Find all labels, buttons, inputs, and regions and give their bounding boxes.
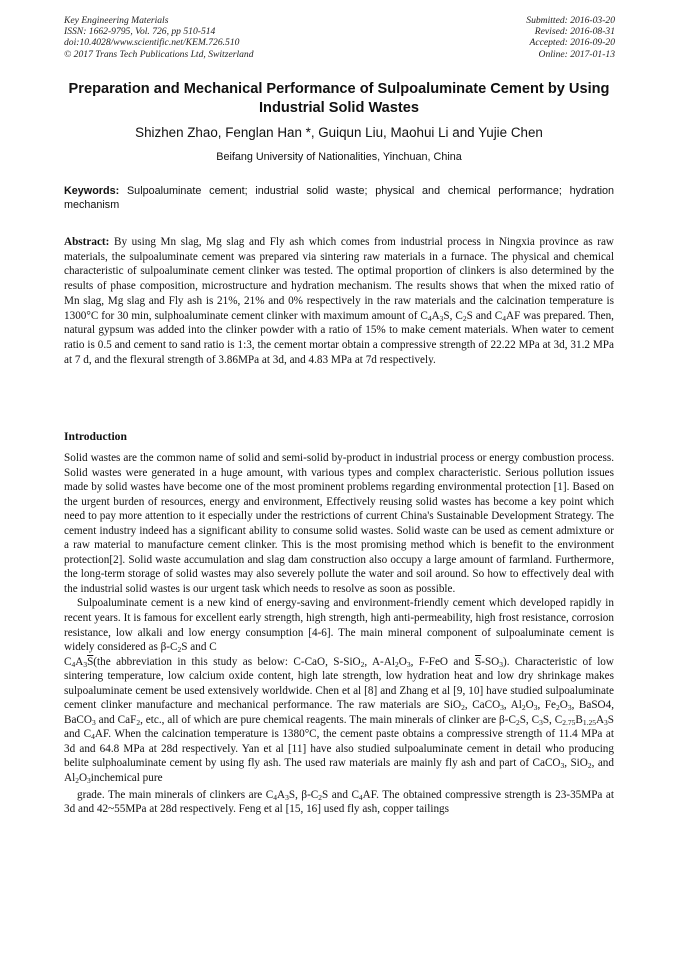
intro-paragraph-1: Solid wastes are the common name of solid and semi-solid by-product in industrial process or energy combustion process. Solid wastes were generated in a huge amount, with various types and complex characteristic. Serious pollution issues made by solid wastes have become one of the most prominent problems regarding environmental protection [1]. Based on the urgent burden of resources, energy and environment, Effectively reusing solid wastes has become a key point which need to pay more attention to it especially under the restrictions of current China's Sustainable Development Strategy. The cement industry indeed has a significant ability to consume solid wastes. Solid waste can be used as cement admixture or a raw material to manufacture cement clinker. This is the most promising method which is benefit to the environment protection[2]. Solid waste accumulation and slag dam construction also occupy a large amount of farmland. Furthermore, the long-term storage of solid wastes may also severely pollute the water and soil around. So how to effectively deal with the industrial solid wastes is our urgent task which needs to resolve as soon as possible. [64, 452, 614, 595]
keywords-label: Keywords: [64, 185, 120, 197]
journal-copyright: © 2017 Trans Tech Publications Ltd, Switzerland [64, 48, 254, 60]
affiliation: Beifang University of Nationalities, Yinchuan, China [216, 151, 462, 163]
journal-name: Key Engineering Materials [64, 15, 169, 26]
author-list: Shizhen Zhao, Fenglan Han *, Guiqun Liu, Maohui Li and Yujie Chen [135, 125, 543, 140]
paper-title: Preparation and Mechanical Performance of Sulpoaluminate Cement by Using Industrial Solid Wastes [68, 81, 610, 116]
date-submitted: Submitted: 2016-03-20 [526, 15, 615, 26]
abstract: Abstract: By using Mn slag, Mg slag and Fly ash which comes from industrial process in Ningxia province as raw materials, the sulpoaluminate cement was prepared via sintering raw materials in a furnace. The physical and chemical characteristic of sulpoaluminate cement clinker was tested. The optimal proportion of clinkers is also determined by the results of phase composition, microstructure and hydration mechanism. The results shows that when the mixed ratio of Mn slag, Mg slag and Fly ash is 21%, 21% and 0% respectively in the raw materials and the calcination temperature is 1300°C for 30 min, sulphoaluminate cement clinker with maximum amount of $C_4A_3S$, $C_2S$ and $C_4AF$ was prepared. Then, natural gypsum was added into the clinker powder with a ratio of 15% to make cement materials. When water to cement ratio is 0.5 and cement to sand ratio is 1:3, the cement mortar obtain a compressive strength of 22.22 MPa at 3d, 31.2 MPa at 7 d, and the flexural strength of 3.86MPa at 3d, and 4.83 MPa at 7d respectively. [64, 236, 615, 366]
abstract-label: Abstract: [64, 236, 110, 248]
date-online: Online: 2017-01-13 [538, 48, 615, 60]
submission-dates [526, 15, 615, 60]
intro-paragraph-2: Sulpoaluminate cement is a new kind of energy-saving and environment-friendly cement which developed rapidly in recent years. It is famous for excellent early strength, high strength, high anti-permeability, high frost resistance, corrosion resistance, low alkali and low energy consumption [4-6]. The main mineral component of sulpoaluminate cement is widely considered as $\beta-C_2S$ and C $C_4A_3\overline{S}(the$ abbreviation in this study as below: C-CaO, S-SiO$_2$, $A-Al_2O_3$, F-FeO and $\overline{S}-SO_3$). Characteristic of low sintering temperature, low calcium oxide content, high late strength, low hydration heat and low dry shrinkage makes sulpoaluminate cement be used extensively worldwide. Chen et al [8] and Zhang et al [9, 10] have studied sulpoaluminate cement clinker manufacture and mechanical performance. The raw materials are SiO$_2$, CaCO$_3$, $Al_2O_3$, $Fe_2O_3$, BaSO4, BaCO$_3$ and CaF$_2$, etc., all of which are pure chemical reagents. The main minerals of clinker are $\beta-C_2S$, $C_3S$, $C_{2.75}B_{1.25}A_3S$ and $C_4AF$. When the calcination temperature is 1380°C, the cement paste obtains a compressive strength of 11.4 MPa at 3d and 64.8 MPa at 28d respectively. Yan et al [11] have also studied sulpoaluminate cement in detail who producing belite sulphoaluminate cement by using fly ash. The used raw materials are mainly fly ash and part of CaCO$_3$, SiO$_2$, and $Al_2O_3inchemical$ pure grade. The main minerals of clinkers are $C_4A_3S$, $\beta-C_2S$ and $C_4AF$. The obtained compressive strength is 23-35MPa at 3d and 42~55MPa at 28d respectively. Feng et al [15, 16] used fly ash, copper tailings [64, 597, 615, 816]
journal-info [64, 15, 254, 60]
introduction-heading: Introduction [64, 430, 127, 443]
date-revised: Revised: 2016-08-31 [534, 26, 615, 38]
journal-issn: ISSN: 1662-9795, Vol. 726, pp 510-514 [64, 26, 216, 38]
journal-doi: doi:10.4028/www.scientific.net/KEM.726.510 [64, 37, 240, 49]
keywords [64, 184, 614, 212]
date-accepted: Accepted: 2016-09-20 [529, 37, 615, 49]
keywords-text: Sulpoaluminate cement; industrial solid waste; physical and chemical performance; hydration mechanism [64, 185, 615, 211]
introduction-body [64, 451, 614, 817]
